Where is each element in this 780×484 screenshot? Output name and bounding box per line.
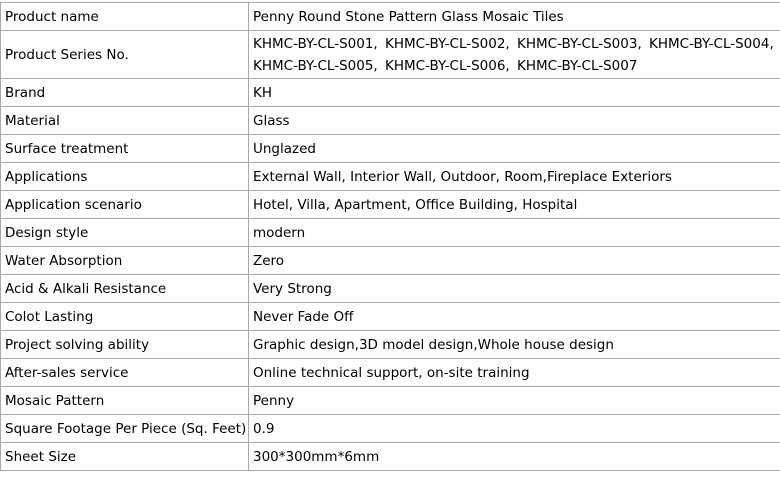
row-value: 0.9 [249,415,780,443]
product-spec-table [0,2,780,471]
row-value: modern [249,219,780,247]
table-row [1,135,780,163]
row-label: Material [1,107,249,135]
table-row [1,331,780,359]
row-label: Mosaic Pattern [1,387,249,415]
row-value: Very Strong [249,275,780,303]
row-value: KHMC-BY-CL-S001, KHMC-BY-CL-S002, KHMC-BY-CL-S003, KHMC-BY-CL-S004, KHMC-BY-CL-S005, KHMC-BY-CL-S006, KHMC-BY-CL-S007 [249,31,780,79]
row-label: Project solving ability [1,331,249,359]
row-label: Applications [1,163,249,191]
row-value: Penny Round Stone Pattern Glass Mosaic Tiles [249,3,780,31]
row-value: Glass [249,107,780,135]
row-value: Online technical support, on-site training [249,359,780,387]
row-label: Product Series No. [1,31,249,79]
table-row [1,275,780,303]
row-label: Application scenario [1,191,249,219]
table-row [1,443,780,471]
row-value: Penny [249,387,780,415]
row-label: After-sales service [1,359,249,387]
row-label: Surface treatment [1,135,249,163]
row-label: Water Absorption [1,247,249,275]
table-row [1,415,780,443]
table-row [1,303,780,331]
table-row [1,31,780,79]
row-value: Unglazed [249,135,780,163]
row-label: Acid & Alkali Resistance [1,275,249,303]
table-row [1,3,780,31]
row-label: Colot Lasting [1,303,249,331]
row-label: Design style [1,219,249,247]
table-row [1,219,780,247]
row-value: 300*300mm*6mm [249,443,780,471]
row-label: Sheet Size [1,443,249,471]
row-value: External Wall, Interior Wall, Outdoor, Room,Fireplace Exteriors [249,163,780,191]
row-label: Brand [1,79,249,107]
table-row [1,359,780,387]
table-row [1,107,780,135]
row-value: Graphic design,3D model design,Whole house design [249,331,780,359]
row-label: Product name [1,3,249,31]
row-value: KH [249,79,780,107]
table-row [1,247,780,275]
table-row [1,79,780,107]
row-value: Zero [249,247,780,275]
row-label: Square Footage Per Piece (Sq. Feet) [1,415,249,443]
table-row [1,387,780,415]
table-row [1,191,780,219]
table-row [1,163,780,191]
row-value: Hotel, Villa, Apartment, Office Building, Hospital [249,191,780,219]
row-value: Never Fade Off [249,303,780,331]
